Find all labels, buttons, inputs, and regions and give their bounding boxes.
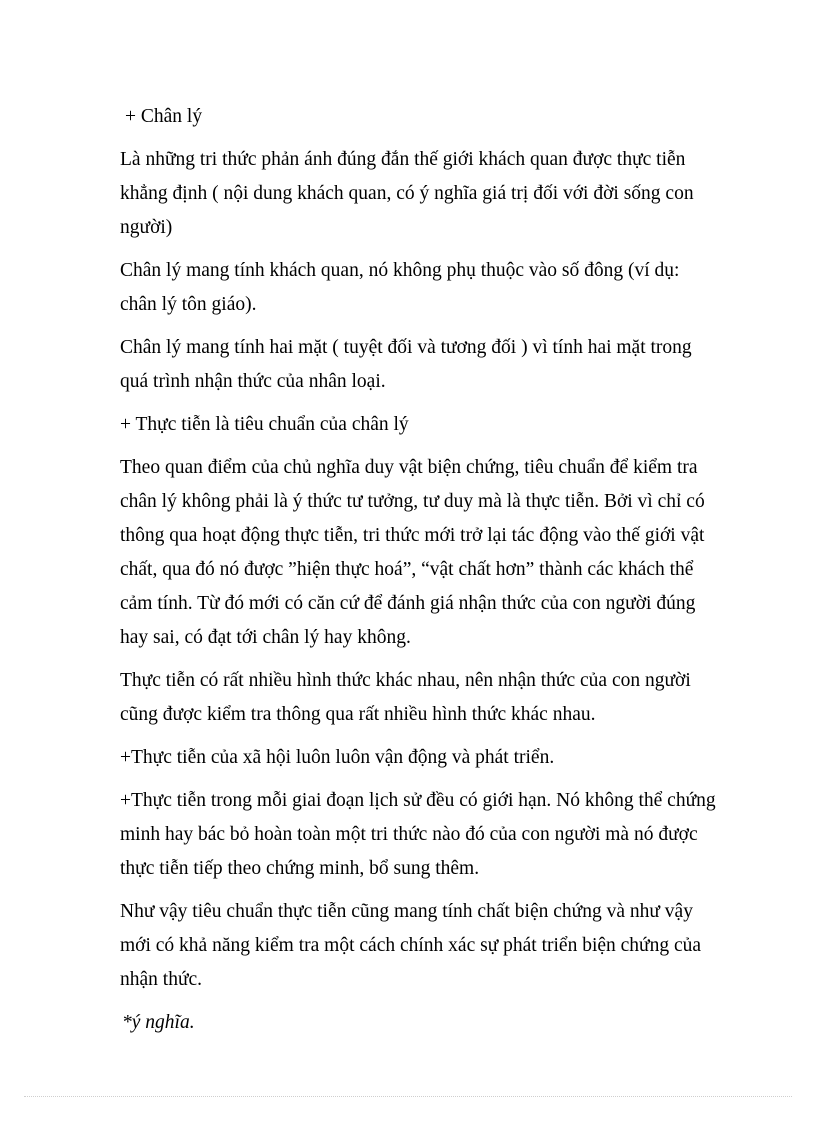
footer-divider: [24, 1096, 792, 1097]
paragraph-many-forms: Thực tiễn có rất nhiều hình thức khác nhau, nên nhận thức của con người cũng được kiểm tra thông qua rất nhiều hình thức khác nhau.: [120, 670, 691, 725]
heading-practice-criterion: + Thực tiễn là tiêu chuẩn của chân lý: [120, 414, 409, 435]
paragraph-dialectical-view: Theo quan điểm của chủ nghĩa duy vật biện chứng, tiêu chuẩn để kiểm tra chân lý không phải là ý thức tư tưởng, tư duy mà là thực tiễn. Bởi vì chỉ có thông qua hoạt động thực tiễn, tri thức mới trở lại tác động vào thế giới vật chất, qua đó nó được ”hiện thực hoá”, “vật chất hơn” thành các khách thể cảm tính. Từ đó mới có căn cứ để đánh giá nhận thức của con người đúng hay sai, có đạt tới chân lý hay không.: [120, 457, 705, 648]
heading-significance: *ý nghĩa.: [122, 1012, 195, 1033]
paragraph-practice-limits: +Thực tiễn trong mỗi giai đoạn lịch sử đều có giới hạn. Nó không thể chứng minh hay bác bỏ hoàn toàn một tri thức nào đó của con người mà nó được thực tiễn tiếp theo chứng minh, bổ sung thêm.: [120, 790, 716, 879]
paragraph-two-sides: Chân lý mang tính hai mặt ( tuyệt đối và tương đối ) vì tính hai mặt trong quá trình nhận thức của nhân loại.: [120, 337, 692, 392]
document-body: [120, 100, 720, 1049]
paragraph-practice-moves: +Thực tiễn của xã hội luôn luôn vận động và phát triển.: [120, 747, 555, 768]
heading-chan-ly: + Chân lý: [125, 106, 203, 127]
paragraph-definition: Là những tri thức phản ánh đúng đắn thế giới khách quan được thực tiễn khẳng định ( nội dung khách quan, có ý nghĩa giá trị đối với đời sống con người): [120, 149, 694, 238]
paragraph-objectivity: Chân lý mang tính khách quan, nó không phụ thuộc vào số đông (ví dụ: chân lý tôn giáo).: [120, 260, 680, 315]
paragraph-conclusion: Như vậy tiêu chuẩn thực tiễn cũng mang tính chất biện chứng và như vậy mới có khả năng kiểm tra một cách chính xác sự phát triển biện chứng của nhận thức.: [120, 901, 702, 990]
